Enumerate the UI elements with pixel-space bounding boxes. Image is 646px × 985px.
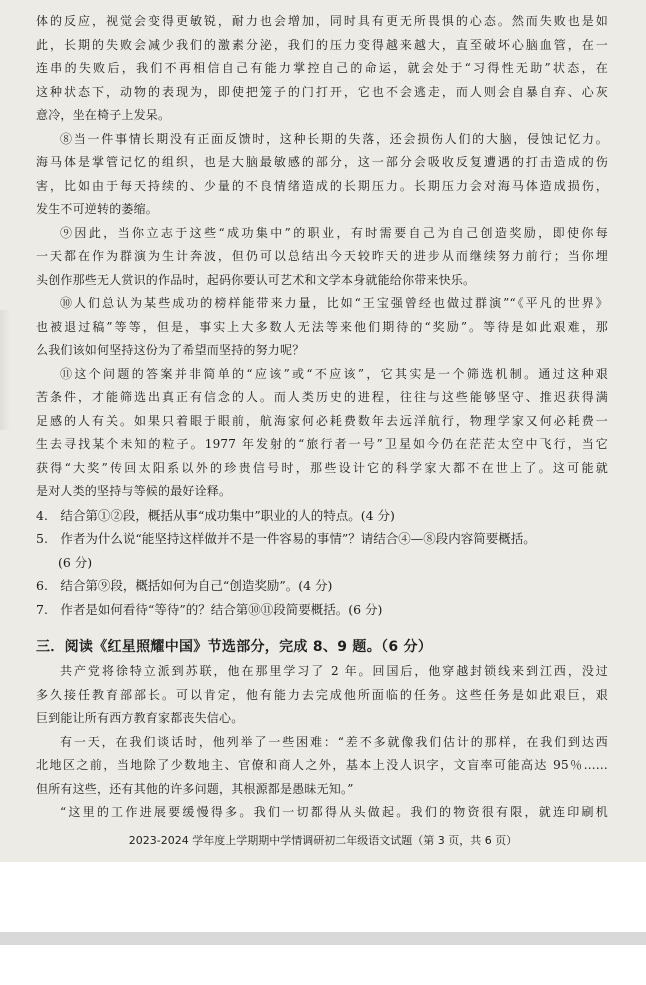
paragraph-10-line: 也被退过稿”等等，但是，事实上大多数人无法等来他们期待的“奖励”。等待是如此艰难，那 xyxy=(36,319,608,334)
paragraph-11-line: 生去寻找某个未知的粒子。1977 年发射的“旅行者一号”卫星如今仍在茫茫太空中飞行，当它 xyxy=(36,437,608,451)
excerpt-line: 有一天，在我们谈话时，他列举了一些困难：“差不多就像我们估计的那样，在我们到达西 xyxy=(60,734,608,749)
page-content xyxy=(36,10,608,825)
excerpt-line: 北地区之前，当地除了少数地主、官僚和商人之外，基本上没人识字，文盲率可能高达 95％…… xyxy=(36,758,608,772)
paragraph-10-line: ⑩人们总认为某些成功的榜样能带来力量，比如“王宝强曾经也做过群演”“《平凡的世界》 xyxy=(60,296,608,310)
paragraph-9-line: 一天都在作为群演为生计奔波，但仍可以总结出今天较昨天的进步从而继续努力前行；当你埋 xyxy=(36,249,608,263)
paragraph-8-line: 害，比如由于每天持续的、少量的不良情绪造成的长期压力。长期压力会对海马体造成损伤， xyxy=(36,178,608,193)
paragraph-8-line: ⑧当一件事情长期没有正面反馈时，这种长期的失落，还会损伤人们的大脑，侵蚀记忆力。 xyxy=(60,131,608,146)
paragraph-11-line: 获得“大奖”传回太阳系以外的珍贵信号时，那些设计它的科学家大都不在世上了。这可能就 xyxy=(36,460,608,475)
section-3-title: 三．阅读《红星照耀中国》节选部分，完成 8、9 题。（6 分） xyxy=(36,639,433,655)
paragraph-8-line: 海马体是掌管记忆的组织，也是大脑最敏感的部分，这一部分会吸收反复遭遇的打击造成的伤 xyxy=(36,155,608,169)
paragraph-11-line: 是对人类的坚持与等候的最好诠释。 xyxy=(36,484,232,498)
paragraph-9-line: 头创作那些无人赏识的作品时，起码你要认可艺术和文学本身就能给你带来快乐。 xyxy=(36,272,476,287)
excerpt-line: 巨到能让所有西方教育家都丧失信心。 xyxy=(36,711,244,725)
bottom-divider-band xyxy=(0,932,646,945)
page-footer: 2023-2024 学年度上学期期中学情调研初二年级语文试题（第 3 页，共 6 页） xyxy=(128,834,518,847)
paragraph-11-line: ⑪这个问题的答案并非简单的“应该”或“不应该”，它其实是一个筛选机制。通过这种艰 xyxy=(60,366,608,381)
paragraph-11-line: 苦条件，才能筛选出真正有信念的人。而人类历史的进程，往往与这些能够坚守、推迟获得满 xyxy=(36,390,608,404)
excerpt-line: 多久接任教育部部长。可以肯定，他有能力去完成他所面临的任务。这些任务是如此艰巨，艰 xyxy=(36,687,608,702)
excerpt-line: 但所有这些，还有其他的许多问题，其根源都是愚昧无知。” xyxy=(36,781,354,796)
paragraph-10-line: 么我们该如何坚持这份为了希望而坚持的努力呢？ xyxy=(36,343,305,357)
passage-line: 这种状态下，动物的表现为，即使把笼子的门打开，它也不会逃走，而人则会自暴自弃、心灰 xyxy=(36,84,608,99)
question-5-score: (6 分) xyxy=(58,554,93,570)
paragraph-11-line: 足感的人有关。如果只着眼于眼前，航海家何必耗费数年去远洋航行，物理学家又何必耗费一 xyxy=(36,413,608,428)
paragraph-9-line: ⑨因此，当你立志于这些“成功集中”的职业，有时需要自己为自己创造奖励，即使你每 xyxy=(60,225,608,240)
question-5: 5. 作者为什么说“能坚持这样做并不是一件容易的事情”？请结合④—⑧段内容简要概括。 xyxy=(36,531,536,546)
passage-line: 此，长期的失败会减少我们的激素分泌，我们的压力变得越来越大，直至破坏心脑血管，在一 xyxy=(36,37,608,52)
excerpt-line: 共产党将徐特立派到苏联，他在那里学习了 2 年。回国后，他穿越封锁线来到江西，没过 xyxy=(60,664,608,678)
excerpt-line: “这里的工作进展要缓慢得多。我们一切都得从头做起。我们的物资很有限，就连印刷机 xyxy=(60,805,608,819)
question-7: 7. 作者是如何看待“等待”的？结合第⑩⑪段简要概括。(6 分) xyxy=(36,601,383,617)
page-curl-shadow xyxy=(0,310,10,430)
question-6: 6. 结合第⑨段，概括如何为自己“创造奖励”。(4 分) xyxy=(36,578,333,593)
passage-line: 连串的失败后，我们不再相信自己有能力掌控自己的命运，就会处于“习得性无助”状态，在 xyxy=(36,61,608,75)
paragraph-8-line: 发生不可逆转的萎缩。 xyxy=(36,202,159,216)
passage-line: 体的反应，视觉会变得更敏锐，耐力也会增加，同时具有更无所畏惧的心态。然而失败也是如 xyxy=(36,14,608,28)
question-4: 4. 结合第①②段，概括从事“成功集中”职业的人的特点。(4 分) xyxy=(36,507,395,523)
passage-line: 意冷，坐在椅子上发呆。 xyxy=(36,108,171,122)
